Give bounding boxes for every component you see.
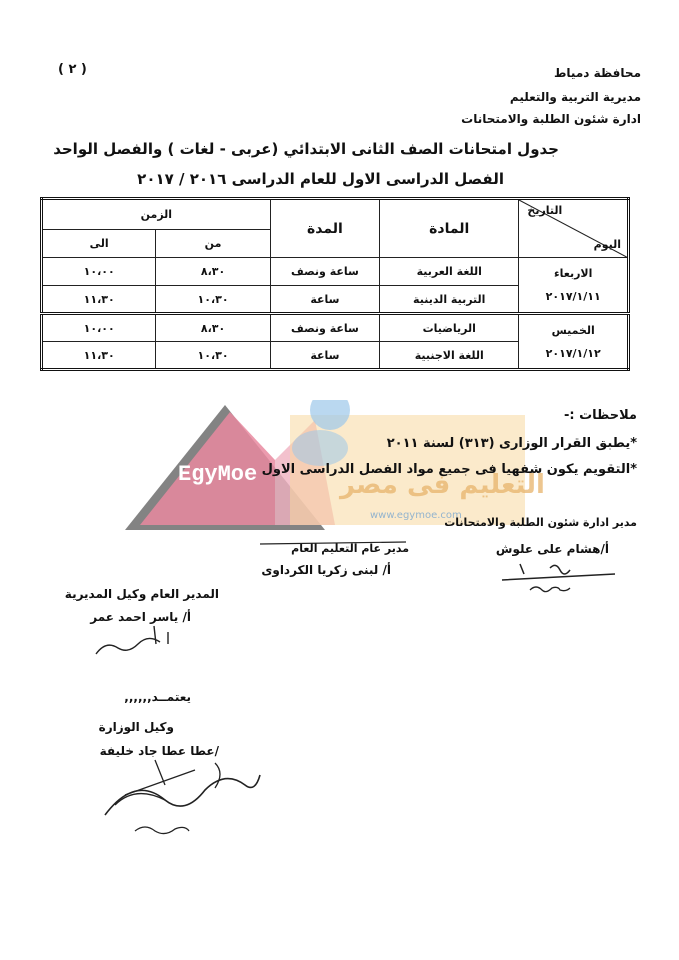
- day-name: الخميس: [551, 323, 595, 337]
- from-cell: ٨،٣٠: [156, 314, 270, 342]
- signer-2-stroke: [258, 538, 408, 548]
- watermark-arabic: التعليم فى مصر: [340, 470, 545, 500]
- signer-3-name: أ/ ياسر احمد عمر: [90, 610, 191, 624]
- subject-cell: اللغة الاجنبية: [380, 342, 519, 370]
- subject-header: المادة: [380, 199, 519, 258]
- to-cell: ١١،٣٠: [42, 342, 156, 370]
- from-cell: ٨،٣٠: [156, 258, 270, 286]
- day-date: ٢٠١٧/١/١٢: [545, 346, 601, 360]
- watermark-url: www.egymoe.com: [370, 510, 462, 521]
- note-item-1: *يطبق القرار الوزارى (٣١٣) لسنة ٢٠١١: [386, 436, 637, 451]
- date-header-label: التاريخ: [527, 204, 563, 217]
- signer-3-signature: [92, 622, 187, 660]
- signer-1-name: أ/هشام على علوش: [495, 542, 609, 556]
- signer-2-title: مدير عام التعليم العام: [291, 542, 409, 555]
- signer-1-signature: [490, 558, 625, 596]
- watermark-logo-text: EgyMoe: [178, 462, 258, 487]
- from-header: من: [156, 230, 270, 258]
- subject-cell: التربية الدينية: [380, 286, 519, 314]
- day-cell: [519, 258, 629, 314]
- signer-2-name: أ/ لبنى زكريا الكرداوى: [261, 563, 391, 577]
- header-governorate: محافظة دمياط: [553, 66, 641, 80]
- from-cell: ١٠،٣٠: [156, 286, 270, 314]
- signer-1-title: مدير ادارة شئون الطلبة والامتحانات: [444, 516, 637, 529]
- signer-4-title: وكيل الوزارة: [98, 720, 174, 734]
- page-number: ( ٢ ): [58, 62, 87, 77]
- subject-cell: الرياضيات: [380, 314, 519, 342]
- day-header-label: اليوم: [593, 238, 621, 251]
- to-header: الى: [42, 230, 156, 258]
- page-title: جدول امتحانات الصف الثانى الابتدائي (عربى - لغات ) والفصل الواحد: [53, 140, 559, 158]
- signer-4-name: /عطا عطا جاد خليفة: [99, 744, 219, 758]
- to-cell: ١٠،٠٠: [42, 258, 156, 286]
- signer-4-signature: [95, 755, 270, 835]
- exam-schedule-table: [40, 197, 630, 371]
- notes-heading: ملاحظات :-: [563, 408, 637, 423]
- day-date: ٢٠١٧/١/١١: [545, 290, 601, 303]
- day-name: الاربعاء: [554, 267, 593, 280]
- duration-cell: ساعة: [270, 286, 379, 314]
- duration-cell: ساعة: [270, 342, 379, 370]
- subject-cell: اللغة العربية: [380, 258, 519, 286]
- time-header: الزمن: [42, 199, 271, 230]
- approval-label: يعتمــد,,,,,,: [124, 690, 191, 704]
- to-cell: ١١،٣٠: [42, 286, 156, 314]
- date-day-header: [519, 199, 629, 258]
- duration-header: المدة: [270, 199, 379, 258]
- duration-cell: ساعة ونصف: [270, 314, 379, 342]
- note-item-2: *التقويم يكون شفهيا فى جميع مواد الفصل الدراسى الاول: [261, 462, 637, 477]
- day-cell: [519, 314, 629, 370]
- header-directorate: مديرية التربية والتعليم: [509, 90, 641, 104]
- page-subtitle: الفصل الدراسى الاول للعام الدراسى ٢٠١٦ / ٢٠١٧: [137, 170, 504, 188]
- to-cell: ١٠،٠٠: [42, 314, 156, 342]
- duration-cell: ساعة ونصف: [270, 258, 379, 286]
- table-row: [42, 258, 629, 286]
- signer-3-title: المدير العام وكيل المديرية: [64, 587, 219, 601]
- table-row: [42, 314, 629, 342]
- header-administration: ادارة شئون الطلبة والامتحانات: [461, 112, 641, 126]
- from-cell: ١٠،٣٠: [156, 342, 270, 370]
